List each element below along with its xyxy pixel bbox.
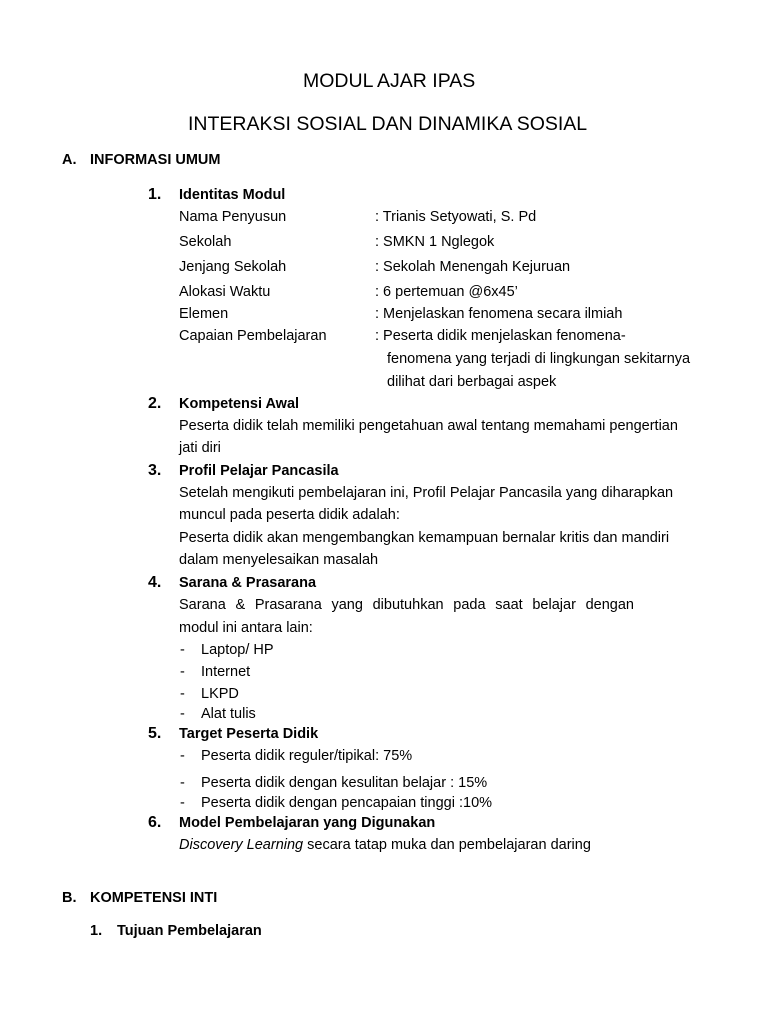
item-1-heading: Identitas Modul — [179, 187, 286, 203]
item-2-heading: Kompetensi Awal — [179, 396, 300, 412]
method-description: secara tatap muka dan pembelajaran daring — [303, 837, 591, 853]
bullet-dash: - — [180, 642, 185, 658]
list-item: Peserta didik dengan kesulitan belajar : 15% — [201, 775, 488, 791]
item-6-heading: Model Pembelajaran yang Digunakan — [179, 815, 436, 831]
bullet-dash: - — [180, 748, 185, 764]
paragraph-line: Sarana & Prasarana yang dibutuhkan pada saat belajar dengan — [179, 597, 634, 613]
list-item: LKPD — [201, 686, 239, 702]
list-item: Alat tulis — [201, 706, 256, 722]
paragraph-line: muncul pada peserta didik adalah: — [179, 507, 400, 523]
section-a-letter: A. — [62, 152, 77, 168]
item-4-number: 4. — [148, 574, 162, 591]
bullet-dash: - — [180, 795, 185, 811]
bullet-dash: - — [180, 775, 185, 791]
section-b-item-1-heading: Tujuan Pembelajaran — [117, 923, 262, 939]
item-6-number: 6. — [148, 814, 162, 831]
field-value-continued: dilihat dari berbagai aspek — [387, 374, 557, 390]
field-value-continued: fenomena yang terjadi di lingkungan sekitarnya — [387, 351, 691, 367]
document-subtitle: INTERAKSI SOSIAL DAN DINAMIKA SOSIAL — [188, 113, 588, 135]
item-1-number: 1. — [148, 186, 162, 203]
section-b-item-1-number: 1. — [90, 923, 103, 939]
bullet-dash: - — [180, 664, 185, 680]
item-5-heading: Target Peserta Didik — [179, 726, 319, 742]
field-label: Elemen — [179, 306, 229, 322]
document-title: MODUL AJAR IPAS — [303, 70, 476, 92]
field-label: Sekolah — [179, 234, 232, 250]
paragraph-line: modul ini antara lain: — [179, 620, 313, 636]
field-value: : Peserta didik menjelaskan fenomena- — [375, 328, 626, 344]
item-3-heading: Profil Pelajar Pancasila — [179, 463, 339, 479]
field-label: Nama Penyusun — [179, 209, 287, 225]
field-label: Alokasi Waktu — [179, 284, 271, 300]
list-item: Internet — [201, 664, 251, 680]
item-2-number: 2. — [148, 395, 162, 412]
paragraph-line: Peserta didik telah memiliki pengetahuan awal tentang memahami pengertian — [179, 418, 678, 434]
paragraph-line — [179, 837, 591, 854]
bullet-dash: - — [180, 686, 185, 702]
field-label: Capaian Pembelajaran — [179, 328, 327, 344]
section-b-letter: B. — [62, 890, 77, 906]
method-name: Discovery Learning — [179, 837, 304, 853]
section-b-heading: KOMPETENSI INTI — [90, 890, 218, 906]
section-a-heading: INFORMASI UMUM — [90, 152, 221, 168]
paragraph-line: Peserta didik akan mengembangkan kemampuan bernalar kritis dan mandiri — [179, 530, 670, 546]
field-value: : Trianis Setyowati, S. Pd — [375, 209, 537, 225]
paragraph-line: jati diri — [179, 440, 221, 456]
field-value: : Sekolah Menengah Kejuruan — [375, 259, 571, 275]
bullet-dash: - — [180, 706, 185, 722]
field-value: : SMKN 1 Nglegok — [375, 234, 495, 250]
item-5-number: 5. — [148, 725, 162, 742]
list-item: Laptop/ HP — [201, 642, 274, 658]
item-3-number: 3. — [148, 462, 162, 479]
field-value: : 6 pertemuan @6x45’ — [375, 284, 518, 300]
list-item: Peserta didik dengan pencapaian tinggi :10% — [201, 795, 493, 811]
paragraph-line: dalam menyelesaikan masalah — [179, 552, 379, 568]
field-label: Jenjang Sekolah — [179, 259, 287, 275]
item-4-heading: Sarana & Prasarana — [179, 575, 317, 591]
paragraph-line: Setelah mengikuti pembelajaran ini, Profil Pelajar Pancasila yang diharapkan — [179, 485, 674, 501]
list-item: Peserta didik reguler/tipikal: 75% — [201, 748, 413, 764]
field-value: : Menjelaskan fenomena secara ilmiah — [375, 306, 623, 322]
